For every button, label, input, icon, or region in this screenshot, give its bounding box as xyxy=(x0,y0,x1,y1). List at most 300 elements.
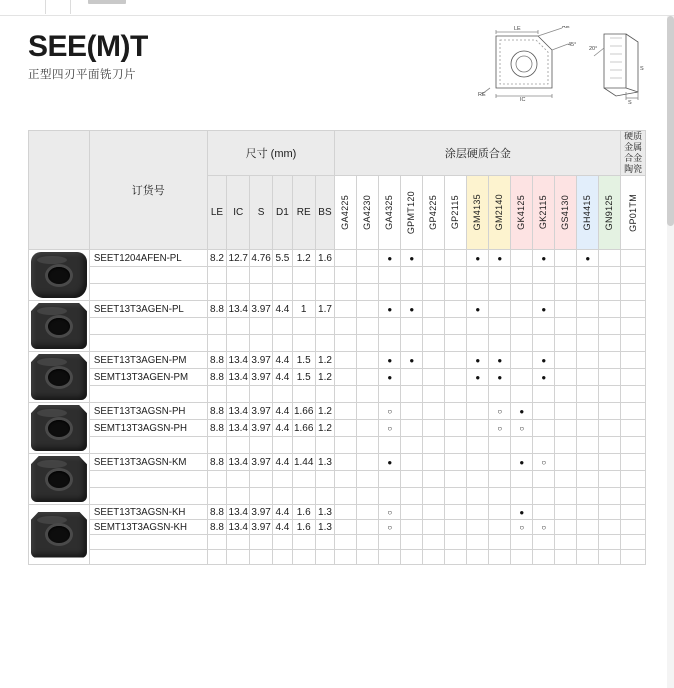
empty-cell xyxy=(599,488,621,505)
empty-cell xyxy=(379,535,401,550)
grade-mark-ga4325 xyxy=(379,369,401,386)
table-row xyxy=(29,352,646,369)
insert-photo xyxy=(31,405,87,451)
dimension-cell-le: 8.8 xyxy=(207,520,227,535)
empty-cell xyxy=(467,550,489,565)
grade-mark-gm2140 xyxy=(489,505,511,520)
grade-mark-gp01tm xyxy=(621,454,646,471)
dimension-cell-le: 8.8 xyxy=(207,420,227,437)
grade-mark-gp4225 xyxy=(423,250,445,267)
dimension-cell-bs: 1.3 xyxy=(315,520,335,535)
empty-cell xyxy=(401,267,423,284)
empty-cell xyxy=(621,471,646,488)
empty-cell xyxy=(379,335,401,352)
header-grade-2 xyxy=(379,176,401,250)
grade-mark-gp4225 xyxy=(423,420,445,437)
grade-mark-gp01tm xyxy=(621,250,646,267)
empty-cell xyxy=(89,471,207,488)
empty-cell xyxy=(273,488,293,505)
grade-mark-gp01tm xyxy=(621,520,646,535)
insert-highlight xyxy=(37,307,67,315)
empty-cell xyxy=(445,386,467,403)
empty-cell xyxy=(555,471,577,488)
grade-mark-gk4125 xyxy=(511,520,533,535)
empty-cell xyxy=(423,535,445,550)
empty-cell xyxy=(250,471,273,488)
dimension-cell-re: 1.6 xyxy=(292,520,315,535)
header-dim-le: LE xyxy=(207,176,227,250)
empty-cell xyxy=(489,550,511,565)
dimension-cell-ic: 13.4 xyxy=(227,301,250,318)
empty-cell xyxy=(577,386,599,403)
grade-mark-ga4230 xyxy=(357,420,379,437)
grade-mark-gk2115 xyxy=(533,420,555,437)
order-number-cell: SEMT13T3AGSN-PH xyxy=(89,420,207,437)
header-dimensions: 尺寸 (mm) xyxy=(207,131,335,176)
empty-cell xyxy=(599,335,621,352)
grade-mark-gp01tm xyxy=(621,301,646,318)
grade-mark-gpmt120 xyxy=(401,520,423,535)
header-ceramic-line2: 合金陶瓷 xyxy=(624,153,643,174)
header-grade-1 xyxy=(357,176,379,250)
empty-cell xyxy=(599,471,621,488)
empty-cell xyxy=(577,335,599,352)
grade-mark-gk2115 xyxy=(533,301,555,318)
empty-cell xyxy=(467,488,489,505)
grade-mark-ga4325 xyxy=(379,403,401,420)
page-title: SEE(M)T xyxy=(28,30,148,63)
empty-cell xyxy=(357,386,379,403)
empty-cell xyxy=(357,550,379,565)
header-grade-6 xyxy=(467,176,489,250)
header-dim-re: RE xyxy=(292,176,315,250)
empty-cell xyxy=(621,284,646,301)
grade-mark-gm4135 xyxy=(467,505,489,520)
empty-cell xyxy=(555,284,577,301)
dimension-cell-d1: 5.5 xyxy=(273,250,293,267)
insert-center-hole xyxy=(48,471,70,488)
insert-image-cell xyxy=(29,454,90,505)
grade-mark-gm4135 xyxy=(467,520,489,535)
empty-cell xyxy=(207,471,227,488)
insert-highlight xyxy=(37,460,67,468)
product-table xyxy=(28,130,646,565)
dimension-cell-d1: 4.4 xyxy=(273,301,293,318)
empty-cell xyxy=(315,284,335,301)
dimension-cell-bs: 1.6 xyxy=(315,250,335,267)
empty-cell xyxy=(292,550,315,565)
empty-cell xyxy=(489,488,511,505)
empty-cell xyxy=(577,535,599,550)
empty-cell xyxy=(250,335,273,352)
svg-text:45°: 45° xyxy=(568,42,577,48)
dimension-cell-re: 1 xyxy=(292,301,315,318)
grade-mark-gn9125 xyxy=(599,369,621,386)
grade-mark-gp4225 xyxy=(423,505,445,520)
grade-mark-gpmt120 xyxy=(401,420,423,437)
order-number-cell: SEMT13T3AGSN-KH xyxy=(89,520,207,535)
grade-mark-gp01tm xyxy=(621,505,646,520)
empty-cell xyxy=(489,437,511,454)
empty-cell xyxy=(533,471,555,488)
insert-image-cell xyxy=(29,403,90,454)
header-grade-11 xyxy=(577,176,599,250)
empty-cell xyxy=(357,535,379,550)
grade-mark-gh4415 xyxy=(577,301,599,318)
grade-mark-gm2140 xyxy=(489,369,511,386)
grade-mark-gp01tm xyxy=(621,420,646,437)
grade-label-0: GA4225 xyxy=(340,195,351,230)
empty-cell xyxy=(467,318,489,335)
grade-mark-gp01tm xyxy=(621,352,646,369)
header-grade-13 xyxy=(621,176,646,250)
grade-mark-ga4225 xyxy=(335,505,357,520)
grade-mark-gh4415 xyxy=(577,454,599,471)
empty-cell xyxy=(489,267,511,284)
grade-mark-gk2115 xyxy=(533,403,555,420)
empty-cell xyxy=(401,550,423,565)
empty-cell xyxy=(467,284,489,301)
dimension-cell-ic: 13.4 xyxy=(227,420,250,437)
dimension-cell-d1: 4.4 xyxy=(273,454,293,471)
empty-cell xyxy=(467,437,489,454)
dimension-cell-d1: 4.4 xyxy=(273,420,293,437)
empty-cell xyxy=(599,535,621,550)
grade-mark-ga4225 xyxy=(335,352,357,369)
empty-cell xyxy=(445,318,467,335)
grade-mark-gn9125 xyxy=(599,420,621,437)
empty-cell xyxy=(292,488,315,505)
empty-cell xyxy=(227,535,250,550)
dimension-cell-ic: 13.4 xyxy=(227,454,250,471)
empty-cell xyxy=(89,318,207,335)
insert-image-cell xyxy=(29,250,90,301)
dimension-cell-le: 8.8 xyxy=(207,301,227,318)
empty-cell xyxy=(250,267,273,284)
empty-cell xyxy=(577,488,599,505)
empty-cell xyxy=(89,535,207,550)
empty-cell xyxy=(511,267,533,284)
empty-cell xyxy=(401,437,423,454)
order-number-cell: SEET13T3AGEN-PL xyxy=(89,301,207,318)
grade-mark-gk2115 xyxy=(533,352,555,369)
empty-cell xyxy=(89,386,207,403)
empty-cell xyxy=(207,535,227,550)
empty-cell xyxy=(489,386,511,403)
insert-highlight xyxy=(37,409,67,417)
dimension-cell-ic: 13.4 xyxy=(227,352,250,369)
empty-cell xyxy=(250,488,273,505)
empty-cell xyxy=(533,284,555,301)
empty-cell xyxy=(292,386,315,403)
empty-cell xyxy=(423,267,445,284)
empty-cell xyxy=(445,335,467,352)
grade-mark-ga4225 xyxy=(335,301,357,318)
grade-mark-gpmt120 xyxy=(401,250,423,267)
grade-mark-gs4130 xyxy=(555,505,577,520)
empty-cell xyxy=(335,318,357,335)
dimension-cell-le: 8.8 xyxy=(207,505,227,520)
empty-cell xyxy=(511,386,533,403)
empty-cell xyxy=(489,284,511,301)
dimension-cell-re: 1.2 xyxy=(292,250,315,267)
table-row xyxy=(29,403,646,420)
empty-cell xyxy=(315,437,335,454)
grade-mark-gpmt120 xyxy=(401,505,423,520)
empty-cell xyxy=(89,284,207,301)
grade-mark-gk4125 xyxy=(511,352,533,369)
insert-highlight xyxy=(37,256,67,264)
header-insert-image xyxy=(29,131,90,250)
empty-cell xyxy=(227,488,250,505)
empty-cell xyxy=(207,318,227,335)
empty-cell xyxy=(273,386,293,403)
grade-mark-gk4125 xyxy=(511,505,533,520)
grade-mark-gk2115 xyxy=(533,250,555,267)
grade-mark-ga4225 xyxy=(335,454,357,471)
empty-cell xyxy=(621,535,646,550)
empty-cell xyxy=(599,267,621,284)
empty-cell xyxy=(292,318,315,335)
dimension-cell-s: 3.97 xyxy=(250,403,273,420)
table-row xyxy=(29,369,646,386)
dimension-cell-le: 8.8 xyxy=(207,352,227,369)
technical-drawing-group xyxy=(476,26,656,108)
empty-cell xyxy=(273,535,293,550)
empty-cell xyxy=(467,267,489,284)
empty-cell xyxy=(599,437,621,454)
empty-cell xyxy=(423,284,445,301)
empty-cell xyxy=(315,535,335,550)
empty-cell xyxy=(467,335,489,352)
dimension-cell-re: 1.5 xyxy=(292,369,315,386)
dimension-cell-bs: 1.2 xyxy=(315,369,335,386)
order-number-cell: SEET13T3AGSN-KM xyxy=(89,454,207,471)
grade-mark-gpmt120 xyxy=(401,369,423,386)
empty-cell xyxy=(357,318,379,335)
empty-cell xyxy=(445,535,467,550)
grade-label-2: GA4325 xyxy=(384,195,395,230)
order-number-cell: SEET13T3AGEN-PM xyxy=(89,352,207,369)
dimension-cell-s: 3.97 xyxy=(250,352,273,369)
grade-mark-gh4415 xyxy=(577,250,599,267)
insert-center-hole xyxy=(48,267,70,284)
header-dim-s: S xyxy=(250,176,273,250)
empty-cell xyxy=(401,318,423,335)
page-scrollbar[interactable] xyxy=(667,16,674,688)
table-spacer-row xyxy=(29,488,646,505)
grade-mark-gpmt120 xyxy=(401,301,423,318)
grade-mark-gk2115 xyxy=(533,454,555,471)
empty-cell xyxy=(467,471,489,488)
empty-cell xyxy=(489,318,511,335)
dimension-cell-d1: 4.4 xyxy=(273,369,293,386)
insert-photo xyxy=(31,252,87,298)
top-bar-button-placeholder[interactable] xyxy=(88,0,126,4)
empty-cell xyxy=(533,488,555,505)
grade-mark-gp4225 xyxy=(423,454,445,471)
dimension-cell-ic: 13.4 xyxy=(227,403,250,420)
header-grade-9 xyxy=(533,176,555,250)
header-grade-4 xyxy=(423,176,445,250)
dimension-cell-re: 1.6 xyxy=(292,505,315,520)
grade-mark-gk4125 xyxy=(511,369,533,386)
table-spacer-row xyxy=(29,386,646,403)
scrollbar-thumb[interactable] xyxy=(667,16,674,226)
empty-cell xyxy=(511,471,533,488)
table-head-row-1 xyxy=(29,131,646,176)
grade-mark-gk4125 xyxy=(511,420,533,437)
empty-cell xyxy=(577,267,599,284)
dimension-cell-le: 8.2 xyxy=(207,250,227,267)
empty-cell xyxy=(89,488,207,505)
grade-mark-gh4415 xyxy=(577,505,599,520)
empty-cell xyxy=(621,318,646,335)
empty-cell xyxy=(207,488,227,505)
dimension-cell-s: 3.97 xyxy=(251,506,271,518)
empty-cell xyxy=(621,550,646,565)
grade-mark-gm2140 xyxy=(489,352,511,369)
grade-mark-ga4230 xyxy=(357,369,379,386)
grade-mark-gk2115 xyxy=(533,369,555,386)
insert-center-hole xyxy=(48,318,70,335)
empty-cell xyxy=(315,318,335,335)
grade-label-1: GA4230 xyxy=(362,195,373,230)
empty-cell xyxy=(207,386,227,403)
table-row xyxy=(29,454,646,471)
empty-cell xyxy=(250,437,273,454)
insert-image-cell xyxy=(29,352,90,403)
header-grade-8 xyxy=(511,176,533,250)
table-spacer-row xyxy=(29,535,646,550)
empty-cell xyxy=(292,437,315,454)
header-grade-0 xyxy=(335,176,357,250)
grade-mark-ga4230 xyxy=(357,520,379,535)
grade-mark-ga4325 xyxy=(379,301,401,318)
grade-mark-gpmt120 xyxy=(401,403,423,420)
empty-cell xyxy=(335,535,357,550)
insert-image-cell xyxy=(29,505,90,565)
grade-label-11: GH4415 xyxy=(582,194,593,231)
empty-cell xyxy=(357,437,379,454)
empty-cell xyxy=(489,471,511,488)
grade-mark-gn9125 xyxy=(599,505,621,520)
grade-mark-gp2115 xyxy=(445,520,467,535)
empty-cell xyxy=(511,335,533,352)
empty-cell xyxy=(379,437,401,454)
header-grade-7 xyxy=(489,176,511,250)
grade-mark-gn9125 xyxy=(599,301,621,318)
grade-mark-ga4225 xyxy=(335,520,357,535)
empty-cell xyxy=(335,488,357,505)
order-number-cell: SEET1204AFEN-PL xyxy=(89,250,207,267)
empty-cell xyxy=(423,488,445,505)
grade-label-4: GP4225 xyxy=(428,195,439,230)
dimension-cell-bs: 1.2 xyxy=(315,420,335,437)
empty-cell xyxy=(227,267,250,284)
header-dim-bs: BS xyxy=(315,176,335,250)
insert-photo xyxy=(31,512,87,558)
grade-label-3: GPMT120 xyxy=(406,190,417,235)
table-spacer-row xyxy=(29,471,646,488)
empty-cell xyxy=(315,488,335,505)
empty-cell xyxy=(357,488,379,505)
grade-mark-gpmt120 xyxy=(401,352,423,369)
empty-cell xyxy=(423,550,445,565)
grade-mark-ga4325 xyxy=(379,520,401,535)
empty-cell xyxy=(227,386,250,403)
empty-cell xyxy=(207,550,227,565)
grade-mark-gs4130 xyxy=(555,520,577,535)
empty-cell xyxy=(292,471,315,488)
empty-cell xyxy=(273,267,293,284)
empty-cell xyxy=(335,335,357,352)
empty-cell xyxy=(315,335,335,352)
header-coated-carbide: 涂层硬质合金 xyxy=(335,131,621,176)
table-spacer-row xyxy=(29,550,646,565)
dimension-cell-le: 8.8 xyxy=(207,369,227,386)
grade-mark-gp4225 xyxy=(423,403,445,420)
header-dim-d1: D1 xyxy=(273,176,293,250)
grade-mark-gs4130 xyxy=(555,250,577,267)
empty-cell xyxy=(335,386,357,403)
empty-cell xyxy=(423,437,445,454)
empty-cell xyxy=(379,284,401,301)
empty-cell xyxy=(533,267,555,284)
empty-cell xyxy=(445,488,467,505)
header-dim-ic: IC xyxy=(227,176,250,250)
empty-cell xyxy=(379,471,401,488)
dimension-cell-re: 1.66 xyxy=(292,403,315,420)
grade-mark-gs4130 xyxy=(555,369,577,386)
empty-cell xyxy=(357,335,379,352)
grade-mark-gh4415 xyxy=(577,369,599,386)
grade-label-10: GS4130 xyxy=(560,195,571,230)
empty-cell xyxy=(555,535,577,550)
header-ceramic xyxy=(621,131,646,176)
grade-mark-gs4130 xyxy=(555,420,577,437)
empty-cell xyxy=(533,550,555,565)
empty-cell xyxy=(555,550,577,565)
empty-cell xyxy=(379,386,401,403)
grade-mark-gm4135 xyxy=(467,250,489,267)
grade-mark-gm2140 xyxy=(489,420,511,437)
dimension-cell-re: 1.5 xyxy=(292,352,315,369)
empty-cell xyxy=(401,488,423,505)
title-block xyxy=(28,30,148,82)
empty-cell xyxy=(357,284,379,301)
insert-photo xyxy=(31,354,87,400)
grade-mark-ga4230 xyxy=(357,505,379,520)
grade-mark-gs4130 xyxy=(555,403,577,420)
grade-mark-gp2115 xyxy=(445,352,467,369)
grade-mark-gp01tm xyxy=(621,369,646,386)
empty-cell xyxy=(533,386,555,403)
grade-mark-gn9125 xyxy=(599,250,621,267)
empty-cell xyxy=(292,267,315,284)
grade-mark-gs4130 xyxy=(555,454,577,471)
grade-label-12: GN9125 xyxy=(604,194,615,231)
empty-cell xyxy=(89,335,207,352)
empty-cell xyxy=(227,284,250,301)
empty-cell xyxy=(89,550,207,565)
page-top-bar xyxy=(0,0,674,16)
empty-cell xyxy=(511,535,533,550)
grade-mark-gp2115 xyxy=(445,250,467,267)
grade-mark-ga4225 xyxy=(335,403,357,420)
empty-cell xyxy=(533,335,555,352)
empty-cell xyxy=(227,335,250,352)
